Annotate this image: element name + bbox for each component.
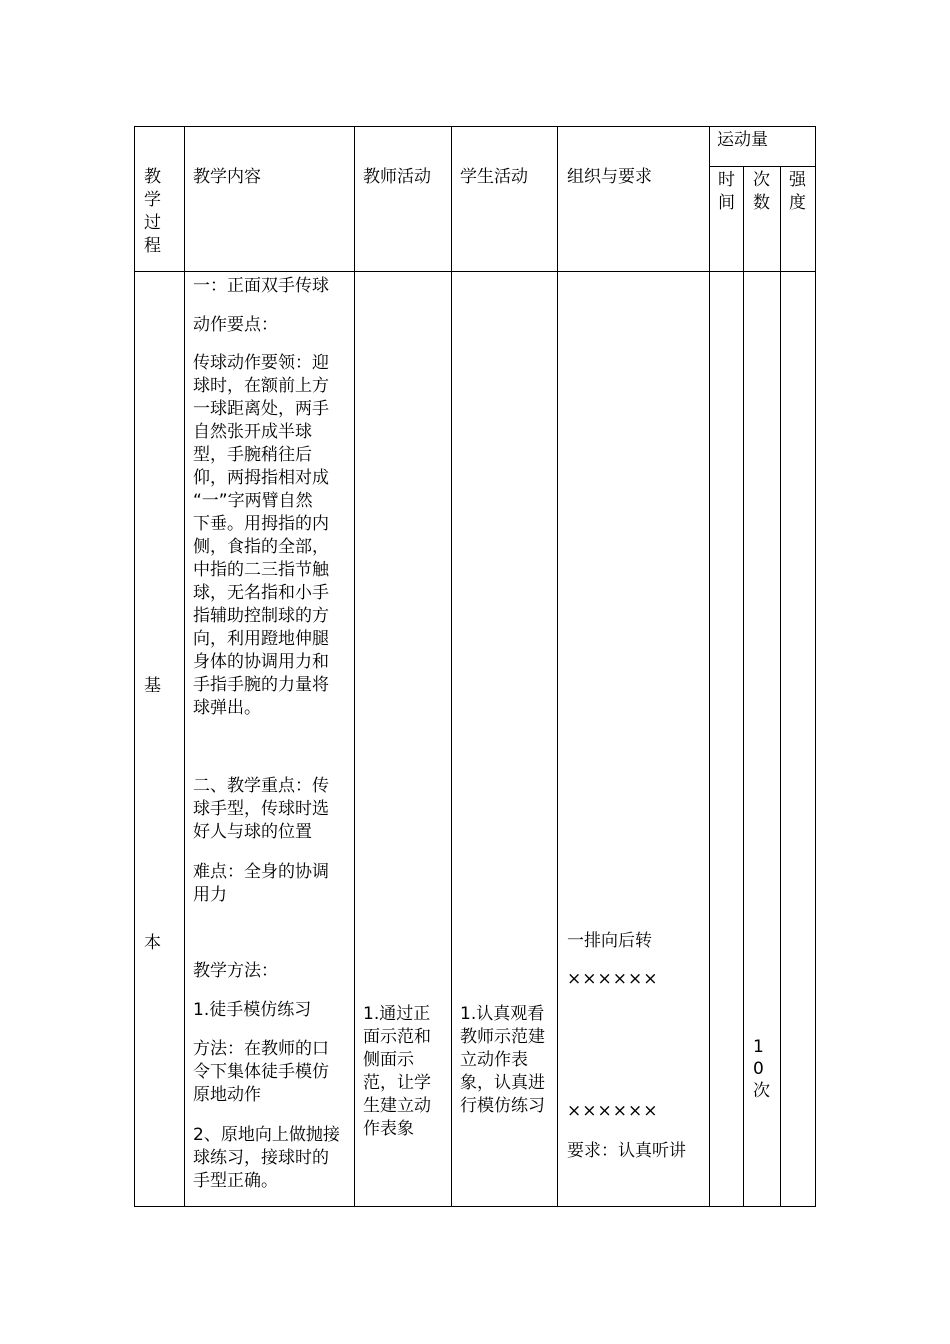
formation-row-2: ×××××× — [567, 1101, 659, 1121]
load-subheader-divider — [709, 166, 816, 167]
col-divider-count — [743, 166, 744, 1207]
col-divider-intensity — [780, 166, 781, 1207]
formation-row-1: ×××××× — [567, 969, 659, 989]
header-content: 教学内容 — [193, 167, 261, 187]
table-bottom-border — [134, 1206, 816, 1207]
col-divider-organization — [557, 126, 558, 1207]
organization-turn: 一排向后转 — [567, 931, 652, 951]
header-time: 时 间 — [718, 170, 735, 213]
col-divider-student — [451, 126, 452, 1207]
header-intensity: 强 度 — [789, 170, 806, 213]
header-process: 教 学 过 程 — [144, 167, 161, 256]
student-activity-text: 1.认真观看 教师示范建 立动作表 象，认真进 行模仿练习 — [460, 1004, 545, 1116]
content-methods: 教学方法： — [193, 961, 278, 981]
content-method-1: 1.徒手模仿练习 — [193, 1000, 312, 1020]
table-right-border — [815, 126, 816, 1207]
table-left-border — [134, 126, 135, 1207]
content-key-points: 动作要点： — [193, 315, 278, 335]
col-divider-content — [184, 126, 185, 1207]
process-char-ji: 基 — [144, 676, 161, 696]
table-top-border — [134, 126, 816, 127]
content-method-2: 2、原地向上做抛接 球练习，接球时的 手型正确。 — [193, 1125, 340, 1191]
header-student-activity: 学生活动 — [460, 167, 528, 187]
content-title: 一：正面双手传球 — [193, 276, 329, 296]
header-teacher-activity: 教师活动 — [363, 167, 431, 187]
organization-requirement: 要求：认真听讲 — [567, 1141, 686, 1161]
content-difficulty: 难点：全身的协调 用力 — [193, 862, 329, 905]
count-value: 1 0 次 — [753, 1037, 770, 1101]
header-bottom-border — [134, 271, 816, 272]
teacher-activity-text: 1.通过正 面示范和 侧面示 范，让学 生建立动 作表象 — [363, 1004, 431, 1139]
header-count: 次 数 — [753, 170, 770, 213]
process-char-ben: 本 — [144, 933, 161, 953]
content-focus: 二、教学重点：传 球手型，传球时选 好人与球的位置 — [193, 776, 329, 842]
header-exercise-load: 运动量 — [717, 130, 768, 150]
content-method-1-detail: 方法：在教师的口 令下集体徒手模仿 原地动作 — [193, 1039, 329, 1105]
col-divider-teacher — [354, 126, 355, 1207]
header-organization: 组织与要求 — [567, 167, 652, 187]
col-divider-time — [709, 126, 710, 1207]
content-technique: 传球动作要领：迎 球时，在额前上方 一球距离处，两手 自然张开成半球 型，手腕稍往后 仰，两拇指相对成 “一”字两臂自然 下垂。用拇指的内 侧，食指的全部， 中指的二三指节触 球，无名指和小手 指辅助控制球的方 向，利用蹬地伸腿 身体的协调用力和 手指手腕的力量将 球弹出。 — [193, 353, 329, 718]
